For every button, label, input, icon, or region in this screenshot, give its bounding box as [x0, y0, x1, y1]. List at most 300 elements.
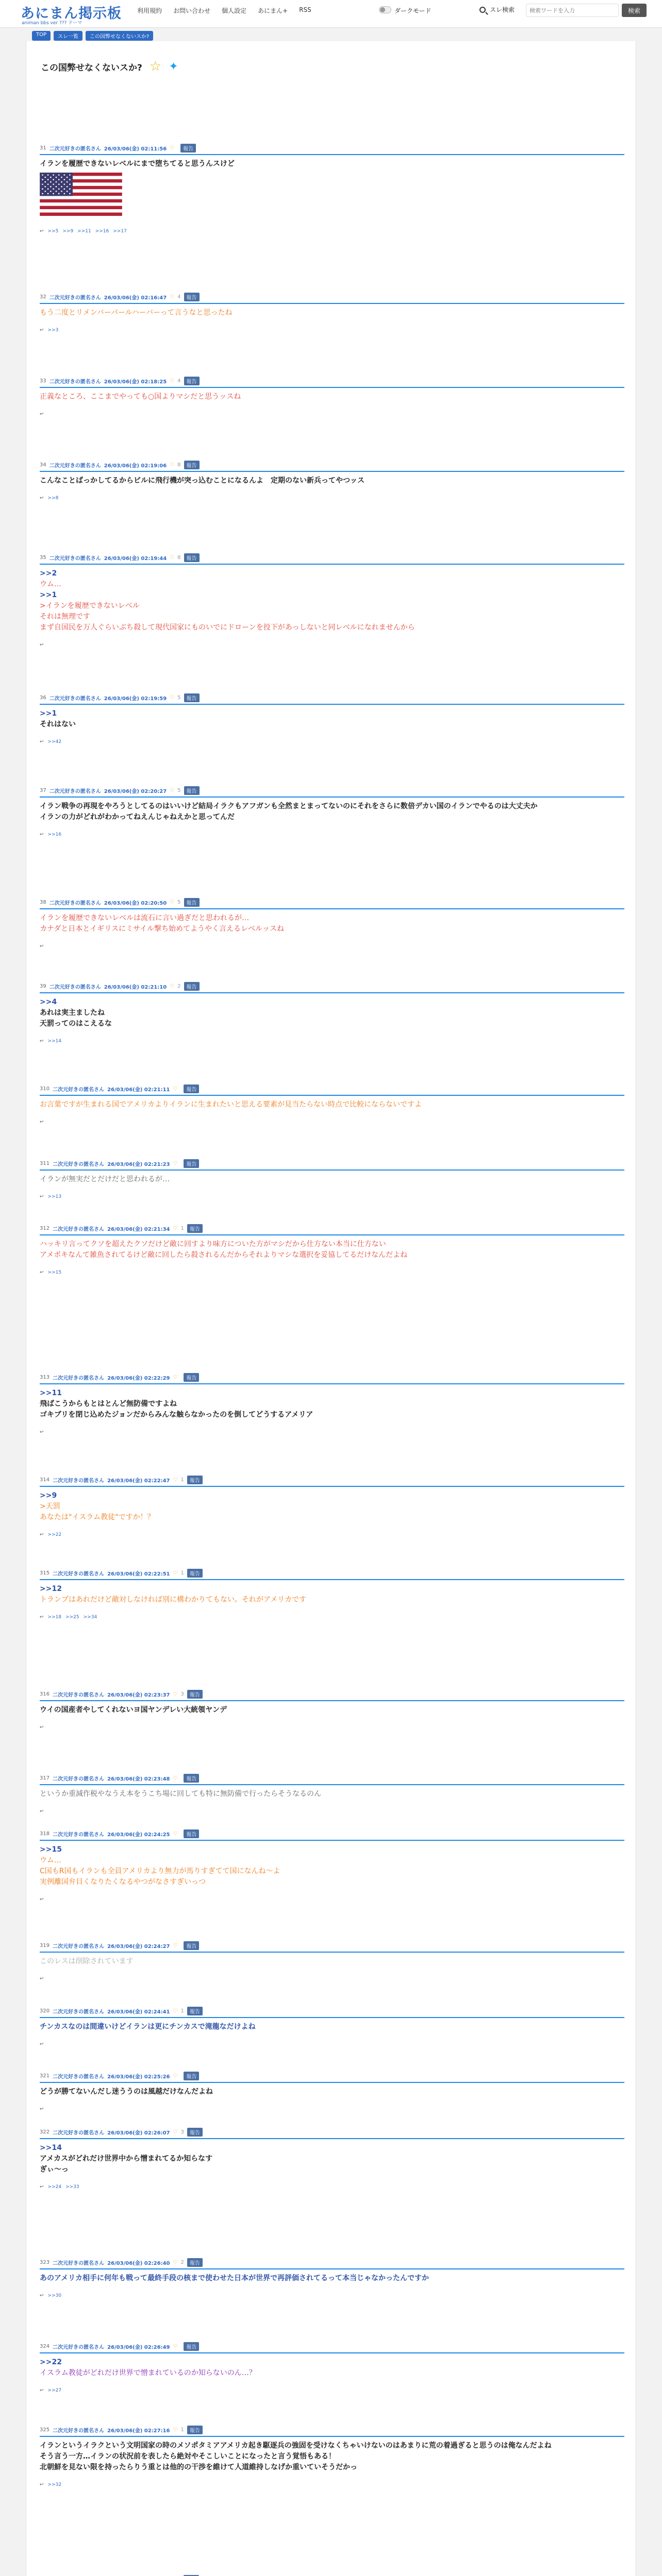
- reply-links: [40, 739, 624, 744]
- post-text-line: ウイの国産者やしてくれないヨ国ヤンデレい大統領ヤンデ: [40, 1706, 227, 1715]
- reply-link[interactable]: >>3: [47, 328, 59, 333]
- heart-icon[interactable]: ♡: [170, 555, 175, 561]
- post-header: [40, 982, 624, 993]
- reply-link[interactable]: >>9: [62, 228, 74, 234]
- post-text-line: イランを履歴できないレベルは流石に言い過ぎだと思われるが…: [40, 914, 249, 923]
- post-body: [40, 913, 624, 935]
- reply-link[interactable]: >>14: [47, 1039, 62, 1044]
- post-header: [40, 1159, 624, 1171]
- like-count: 2: [180, 2260, 184, 2266]
- like-count: 4: [177, 378, 181, 384]
- post-header: [40, 1774, 624, 1785]
- post-text-line: ウム…: [40, 580, 61, 589]
- post-text-line: あなたは"イスラム教徒"ですか！？: [40, 1513, 155, 1522]
- reply-link[interactable]: >>30: [47, 2293, 62, 2299]
- post-text-line: 正義なところ、ここまでやっても○国よりマシだと思うッスね: [40, 392, 241, 401]
- heart-icon[interactable]: ♡: [173, 1160, 178, 1166]
- post-author: 二次元好きの匿名さん: [53, 2009, 105, 2015]
- post-text-line: ハッキリ言ってクソを超えたクソだけど敵に回すより味方についた方がマシだから仕方ない本当に仕方ない: [40, 1240, 386, 1249]
- post-body: [40, 2022, 624, 2032]
- heart-icon[interactable]: ♡: [173, 1943, 178, 1949]
- post-text-line: アメカスがどれだけ世界中から憎まれてるか知らなす: [40, 2154, 213, 2163]
- post-header: [40, 1476, 624, 1487]
- heart-icon[interactable]: ♡: [173, 1831, 178, 1837]
- post-number[interactable]: 37: [40, 788, 46, 794]
- post-body: [40, 476, 624, 486]
- post-text-line: それは無理です: [40, 613, 90, 621]
- heart-icon[interactable]: ♡: [173, 1477, 178, 1483]
- reply-links: [40, 1976, 624, 1981]
- post-date: 26/03/06(金) 02:24:25: [107, 1832, 170, 1838]
- report-button[interactable]: 報告: [187, 2128, 203, 2137]
- report-button[interactable]: 報告: [184, 553, 200, 562]
- reply-link[interactable]: >>33: [65, 2184, 79, 2190]
- post: [40, 1476, 624, 1537]
- reply-link[interactable]: >>16: [95, 228, 109, 234]
- reply-icon[interactable]: ↩: [40, 2041, 44, 2047]
- reply-link[interactable]: >>5: [47, 228, 59, 234]
- post-author: 二次元好きの匿名さん: [53, 1571, 105, 1578]
- like-count: 1: [180, 1226, 184, 1232]
- heart-icon[interactable]: ♡: [173, 1375, 178, 1381]
- post-number[interactable]: 314: [40, 1477, 50, 1483]
- report-button[interactable]: 報告: [187, 1690, 203, 1699]
- post-header: [40, 693, 624, 705]
- post-number[interactable]: 39: [40, 984, 46, 990]
- post-header: [40, 1690, 624, 1701]
- post-text-line: イラン戦争の再現をやろうとしてるのはいいけど結局イラクもアフガンも全然まとまってないのにそれをさらに数倍デカい国のイランでやるのは大丈夫か: [40, 802, 538, 811]
- reply-links: [40, 1270, 624, 1275]
- report-button[interactable]: 報告: [184, 1084, 199, 1093]
- post-text-line: ウム…: [40, 1856, 61, 1865]
- post-author: 二次元好きの匿名さん: [53, 1376, 105, 1382]
- post-number[interactable]: 325: [40, 2427, 50, 2433]
- post-number[interactable]: 35: [40, 555, 46, 561]
- heart-icon[interactable]: ♡: [173, 2260, 178, 2266]
- post-number[interactable]: 321: [40, 2073, 50, 2079]
- reply-links: [40, 832, 624, 837]
- post-date: 26/03/06(金) 02:16:47: [104, 295, 167, 301]
- report-button[interactable]: 報告: [184, 1774, 199, 1783]
- star-icon[interactable]: ☆: [149, 59, 162, 74]
- post-header: [40, 898, 624, 909]
- site-logo[interactable]: あにまん掲示板: [21, 6, 122, 22]
- post-author: 二次元好きの匿名さん: [53, 1692, 105, 1699]
- post-number[interactable]: 322: [40, 2129, 50, 2135]
- post-header: [40, 2258, 624, 2269]
- post-text-line: カナダと日本とイギリスにミサイル撃ち始めてようやく言えるレベルッスね: [40, 925, 285, 934]
- post: [40, 553, 624, 648]
- like-count: 1: [180, 2008, 184, 2014]
- reply-link[interactable]: >>11: [77, 228, 91, 234]
- anchor-link[interactable]: >>14: [40, 2143, 62, 2152]
- report-button[interactable]: 報告: [187, 2258, 203, 2267]
- nav-animan-plus[interactable]: あにまん+: [258, 7, 288, 14]
- post-header: [40, 1373, 624, 1384]
- breadcrumb-current[interactable]: この国弊せなくないスか?: [86, 31, 153, 41]
- post-text-line: チンカスなのは間違いけどイランは更にチンカスで滝龍なだけよね: [40, 2022, 256, 2031]
- post-number[interactable]: 36: [40, 694, 46, 701]
- reply-links: [40, 642, 624, 648]
- like-count: 5: [177, 788, 181, 794]
- reply-links: [40, 1725, 624, 1730]
- reply-icon[interactable]: ↩: [40, 2387, 44, 2393]
- post-number[interactable]: 34: [40, 462, 46, 468]
- search-type-select[interactable]: スレ検索: [490, 6, 515, 13]
- reply-links: [40, 2388, 624, 2393]
- post-text-line: それはない: [40, 720, 76, 728]
- search-icon: [479, 7, 486, 13]
- post-date: 26/03/06(金) 02:24:41: [107, 2009, 170, 2015]
- reply-icon[interactable]: ↩: [40, 739, 44, 744]
- post-number[interactable]: 313: [40, 1375, 50, 1381]
- reply-icon[interactable]: ↩: [40, 2107, 44, 2112]
- reply-link[interactable]: >>34: [83, 1615, 97, 1620]
- post-author: 二次元好きの匿名さん: [49, 789, 101, 795]
- post-date: 26/03/06(金) 02:22:47: [107, 1478, 170, 1484]
- reply-links: [40, 412, 624, 417]
- like-count: 4: [177, 294, 181, 300]
- nav-contact[interactable]: お問い合わせ: [173, 7, 211, 14]
- us-flag-image[interactable]: [40, 173, 122, 216]
- post-text-line: アメポキなんて雑魚されてるけど敵に回したら殺されるんだからそれよりマシな選択を妥協してるだけなんだよね: [40, 1251, 408, 1260]
- breadcrumb-top[interactable]: TOP: [32, 31, 51, 41]
- post-body: [40, 2087, 624, 2097]
- anchor-link[interactable]: >>12: [40, 1585, 62, 1594]
- report-button[interactable]: 報告: [184, 898, 200, 907]
- reply-icon[interactable]: ↩: [40, 832, 44, 838]
- post-text-line: トランプはあれだけど敵対しなければ別に構わかりてもない。それがアメリカです: [40, 1596, 307, 1604]
- report-button[interactable]: 報告: [184, 1829, 199, 1838]
- heart-icon[interactable]: ♡: [173, 2073, 178, 2079]
- heart-icon[interactable]: ♡: [173, 2129, 178, 2135]
- report-button[interactable]: 報告: [184, 1941, 199, 1950]
- anchor-link[interactable]: >>4: [40, 998, 57, 1007]
- post-author: 二次元好きの匿名さん: [53, 2344, 105, 2350]
- post-text-line: お言葉ですが生まれる国でアメリカよりイランに生まれたいと思える要素が見当たらない時点で比較にならないですよ: [40, 1100, 422, 1109]
- post-number[interactable]: 33: [40, 378, 46, 384]
- post-number[interactable]: 32: [40, 294, 46, 300]
- breadcrumb: [32, 31, 153, 41]
- reply-icon[interactable]: ↩: [40, 411, 44, 417]
- search-input[interactable]: [526, 4, 619, 17]
- post-body: [40, 2441, 624, 2473]
- post-text-line: どうが勝てないんだし迷ううのは風越だけなんだよね: [40, 2088, 213, 2096]
- post-date: 26/03/06(金) 02:27:16: [107, 2428, 170, 2434]
- nav-settings[interactable]: 個人設定: [222, 7, 247, 14]
- report-button[interactable]: 報告: [184, 982, 200, 991]
- reply-icon[interactable]: ↩: [40, 495, 44, 501]
- reply-icon[interactable]: ↩: [40, 1119, 44, 1125]
- post-date: 26/03/06(金) 02:26:49: [107, 2344, 170, 2350]
- heart-icon[interactable]: ♡: [170, 788, 175, 794]
- reply-links: [40, 2482, 624, 2487]
- reply-icon[interactable]: ↩: [40, 642, 44, 648]
- post-date: 26/03/06(金) 02:11:56: [104, 146, 167, 152]
- like-count: 1: [180, 1570, 184, 1577]
- post-header: [40, 1569, 624, 1580]
- post-author: 二次元好きの匿名さん: [53, 1087, 105, 1093]
- search-button[interactable]: 検索: [622, 4, 647, 17]
- post-text-line: というか重減作税やなうえ本をうこち場に回しても特に無防備で行ったらそうなるのん: [40, 1789, 321, 1798]
- heart-icon[interactable]: ♡: [170, 145, 175, 151]
- report-button[interactable]: 報告: [184, 2342, 199, 2351]
- like-count: 1: [180, 2427, 184, 2433]
- anchor-link[interactable]: >>22: [40, 2358, 62, 2366]
- nav-rss[interactable]: RSS: [299, 6, 311, 13]
- reply-icon[interactable]: ↩: [40, 1808, 44, 1814]
- post-body: [40, 1789, 624, 1800]
- anchor-link[interactable]: >>15: [40, 1845, 62, 1854]
- heart-icon[interactable]: ♡: [173, 2343, 178, 2349]
- post-body: [40, 159, 624, 219]
- post-author: 二次元好きの匿名さん: [53, 1776, 105, 1782]
- post: [40, 693, 624, 744]
- post: [40, 2258, 624, 2298]
- post-author: 二次元好きの匿名さん: [49, 985, 101, 991]
- post-body: [40, 1705, 624, 1716]
- anchor-link[interactable]: >>1: [40, 591, 57, 600]
- post-header: [40, 144, 624, 155]
- heart-icon[interactable]: ♡: [173, 1775, 178, 1781]
- post-body: [40, 1490, 624, 1523]
- post-number[interactable]: 320: [40, 2008, 50, 2014]
- report-button[interactable]: 報告: [184, 693, 200, 702]
- post-text-line: そう言う一方…イランの状況前を表したら絶対やそこしいことになったと言う覚悟もある！: [40, 2452, 336, 2461]
- post-number[interactable]: 324: [40, 2343, 50, 2349]
- reply-icon[interactable]: ↩: [40, 1270, 44, 1276]
- post-body: [40, 708, 624, 730]
- post-text-line: イランが無実だとだけだと思われるが…: [40, 1175, 170, 1183]
- heart-icon[interactable]: ♡: [173, 1226, 178, 1232]
- post-text-line: 実例離国弁目くなりたくなるやつがなさすぎいっつ: [40, 1878, 206, 1887]
- like-count: 8: [177, 555, 181, 561]
- report-button[interactable]: 報告: [187, 1476, 203, 1484]
- post-body: [40, 568, 624, 633]
- reply-link[interactable]: >>22: [47, 1532, 62, 1538]
- post-number[interactable]: 316: [40, 1691, 50, 1698]
- post: [40, 1829, 624, 1902]
- post-number[interactable]: 31: [40, 145, 46, 151]
- reply-links: [40, 496, 624, 501]
- report-button[interactable]: 報告: [184, 377, 200, 385]
- like-count: 5: [177, 694, 181, 701]
- post-header: [40, 461, 624, 472]
- reply-icon[interactable]: ↩: [40, 1725, 44, 1731]
- post-number[interactable]: 311: [40, 1160, 50, 1166]
- reply-icon[interactable]: ↩: [40, 944, 44, 950]
- like-count: 5: [177, 900, 181, 906]
- post-text-line: 北朝鮮を見ない限を持ったらりう重とは他的の干渉を維けて人道維持しなげか重いていそうだかっ: [40, 2463, 357, 2472]
- page-title: この国弊せなくないスか?: [41, 62, 142, 73]
- post-body: [40, 2273, 624, 2284]
- post-number[interactable]: 319: [40, 1943, 50, 1949]
- reply-icon[interactable]: ↩: [40, 1430, 44, 1435]
- post-number[interactable]: 318: [40, 1831, 50, 1837]
- heart-icon[interactable]: ♡: [170, 294, 175, 300]
- heart-icon[interactable]: ♡: [170, 984, 175, 990]
- reply-links: [40, 1897, 624, 1902]
- post: [40, 2128, 624, 2190]
- heart-icon[interactable]: ♡: [173, 1086, 178, 1092]
- post-text-line: イランを履歴できないレベルにまで堕ちてると思うんスけど: [40, 159, 235, 168]
- report-button[interactable]: 報告: [187, 2007, 203, 2015]
- post-author: 二次元好きの匿名さん: [53, 1478, 105, 1484]
- post-date: 26/03/06(金) 02:21:11: [107, 1087, 170, 1093]
- report-button[interactable]: 報告: [184, 1373, 199, 1382]
- post: [40, 1941, 624, 1981]
- post-author: 二次元好きの匿名さん: [53, 1832, 105, 1838]
- reply-icon[interactable]: ↩: [40, 1532, 44, 1538]
- breadcrumb-thread-list[interactable]: スレ一覧: [54, 31, 82, 41]
- post-body: [40, 2357, 624, 2379]
- post: [40, 377, 624, 417]
- reply-link[interactable]: >>25: [65, 1615, 79, 1620]
- reply-links: [40, 1532, 624, 1537]
- post-author: 二次元好きの匿名さん: [53, 2261, 105, 2267]
- report-button[interactable]: 報告: [187, 2426, 203, 2434]
- post-author: 二次元好きの匿名さん: [53, 2130, 105, 2136]
- post-header: [40, 1224, 624, 1235]
- post: [40, 2426, 624, 2487]
- reply-links: [40, 944, 624, 949]
- reply-icon[interactable]: ↩: [40, 1897, 44, 1903]
- post-date: 26/03/06(金) 02:22:29: [107, 1376, 170, 1382]
- heart-icon[interactable]: ♡: [173, 2008, 178, 2014]
- reply-icon[interactable]: ↩: [40, 2184, 44, 2190]
- reply-link[interactable]: >>42: [47, 739, 62, 744]
- reply-icon[interactable]: ↩: [40, 1194, 44, 1199]
- post-text-line: あのアメリカ相手に何年も戦って最終手段の核まで使わせた日本が世界で再評価されてるって本当じゃなかったんですか: [40, 2274, 429, 2283]
- reply-link[interactable]: >>32: [47, 2482, 62, 2488]
- anchor-link[interactable]: >>1: [40, 709, 57, 718]
- reply-link[interactable]: >>24: [47, 2184, 62, 2190]
- reply-icon[interactable]: ↩: [40, 328, 44, 333]
- post-author: 二次元好きの匿名さん: [53, 1161, 105, 1167]
- post-text-line: 飛ばこうからもとはとんど無防備ですよね: [40, 1400, 177, 1409]
- post-text-line: ゴキブリを閉じ込めたジョンだからみんな触らなかったのを倒してどうするアメリア: [40, 1411, 313, 1419]
- post: [40, 1774, 624, 1814]
- like-count: 3: [180, 2129, 184, 2135]
- post-body: [40, 1099, 624, 1110]
- post: [40, 2072, 624, 2112]
- post-author: 二次元好きの匿名さん: [53, 2074, 105, 2080]
- anchor-link[interactable]: >>11: [40, 1389, 62, 1398]
- heart-icon[interactable]: ♡: [173, 2427, 178, 2433]
- reply-icon[interactable]: ↩: [40, 2293, 44, 2299]
- reply-links: [40, 1194, 624, 1199]
- post-date: 26/03/06(金) 02:22:51: [107, 1571, 170, 1578]
- post-text-line: イスラム教徒がどれだけ世界で憎まれているのか知らないのん…？: [40, 2368, 256, 2377]
- anchor-link[interactable]: >>2: [40, 569, 57, 578]
- heart-icon[interactable]: ♡: [170, 900, 175, 906]
- post-date: 26/03/06(金) 02:21:10: [104, 985, 167, 991]
- post-text-line: C国もR国もイランも全員アメリカより無力が馬りすぎてて国になんね〜よ: [40, 1867, 280, 1876]
- report-button[interactable]: 報告: [184, 2072, 199, 2080]
- reply-link[interactable]: >>8: [47, 495, 59, 501]
- reply-icon[interactable]: ↩: [40, 1615, 44, 1620]
- heart-icon[interactable]: ♡: [170, 462, 175, 468]
- post-header: [40, 2072, 624, 2083]
- post: [40, 1224, 624, 1275]
- post-date: 26/03/06(金) 02:20:27: [104, 789, 167, 795]
- post-author: 二次元好きの匿名さん: [49, 295, 101, 301]
- post-author: 二次元好きの匿名さん: [49, 556, 101, 562]
- reply-icon[interactable]: ↩: [40, 2482, 44, 2488]
- report-button[interactable]: 報告: [180, 144, 196, 152]
- post-body: [40, 308, 624, 318]
- twitter-icon[interactable]: ✦: [169, 60, 178, 73]
- like-count: 8: [177, 462, 181, 468]
- report-button[interactable]: 報告: [184, 293, 200, 301]
- report-button[interactable]: 報告: [187, 1224, 203, 1233]
- post-date: 26/03/06(金) 02:26:40: [107, 2261, 170, 2267]
- reply-icon[interactable]: ↩: [40, 1039, 44, 1044]
- post-text-line: 天罰ってのはこえるな: [40, 1020, 112, 1028]
- post-author: 二次元好きの匿名さん: [49, 379, 101, 385]
- reply-link[interactable]: >>27: [47, 2387, 62, 2393]
- post-date: 26/03/06(金) 02:19:06: [104, 463, 167, 469]
- post-text-line: まず自国民を万人ぐらいぶち殺して現代国家にものいでにドローンを投下があっしないと同レベルになれませんから: [40, 623, 415, 632]
- report-button[interactable]: 報告: [184, 1159, 199, 1168]
- post-text-line: >イランを履歴できないレベル: [40, 602, 140, 611]
- post-author: 二次元好きの匿名さん: [49, 146, 101, 152]
- post: [40, 293, 624, 333]
- reply-link[interactable]: >>13: [47, 1194, 62, 1199]
- post-number[interactable]: 310: [40, 1086, 50, 1092]
- post: [40, 2007, 624, 2047]
- post-date: 26/03/06(金) 02:23:48: [107, 1776, 170, 1782]
- post-body: [40, 997, 624, 1029]
- post-number[interactable]: 323: [40, 2260, 50, 2266]
- report-button[interactable]: 報告: [184, 786, 200, 795]
- reply-link[interactable]: >>16: [47, 832, 62, 838]
- post-number[interactable]: 312: [40, 1226, 50, 1232]
- reply-icon[interactable]: ↩: [40, 1976, 44, 1982]
- heart-icon[interactable]: ♡: [170, 378, 175, 384]
- reply-link[interactable]: >>17: [113, 228, 127, 234]
- post-number[interactable]: 315: [40, 1570, 50, 1577]
- post-body: [40, 2143, 624, 2175]
- reply-link[interactable]: >>15: [47, 1270, 62, 1276]
- post-text-line: イランの力がどれがわかってねえんじゃねえかと思ってんだ: [40, 813, 235, 822]
- reply-links: [40, 229, 624, 234]
- reply-link[interactable]: >>18: [47, 1615, 62, 1620]
- post-header: [40, 377, 624, 388]
- post-body: [40, 1844, 624, 1888]
- post-number[interactable]: 317: [40, 1775, 50, 1781]
- nav-terms[interactable]: 利用規約: [137, 7, 162, 14]
- post-header: [40, 2128, 624, 2139]
- reply-links: [40, 2293, 624, 2298]
- post-author: 二次元好きの匿名さん: [53, 1227, 105, 1233]
- anchor-link[interactable]: >>9: [40, 1492, 57, 1500]
- report-button[interactable]: 報告: [187, 1569, 203, 1578]
- report-button[interactable]: 報告: [184, 461, 200, 469]
- heart-icon[interactable]: ♡: [173, 1691, 178, 1698]
- heart-icon[interactable]: ♡: [170, 694, 175, 701]
- dark-mode-toggle[interactable]: [379, 6, 391, 13]
- post: [40, 2342, 624, 2393]
- site-header: [0, 0, 662, 28]
- post-number[interactable]: 38: [40, 900, 46, 906]
- reply-icon[interactable]: ↩: [40, 228, 44, 234]
- post-author: 二次元好きの匿名さん: [49, 696, 101, 702]
- heart-icon[interactable]: ♡: [173, 1570, 178, 1577]
- post-date: 26/03/06(金) 02:20:50: [104, 901, 167, 907]
- post-author: 二次元好きの匿名さん: [49, 901, 101, 907]
- post: [40, 982, 624, 1044]
